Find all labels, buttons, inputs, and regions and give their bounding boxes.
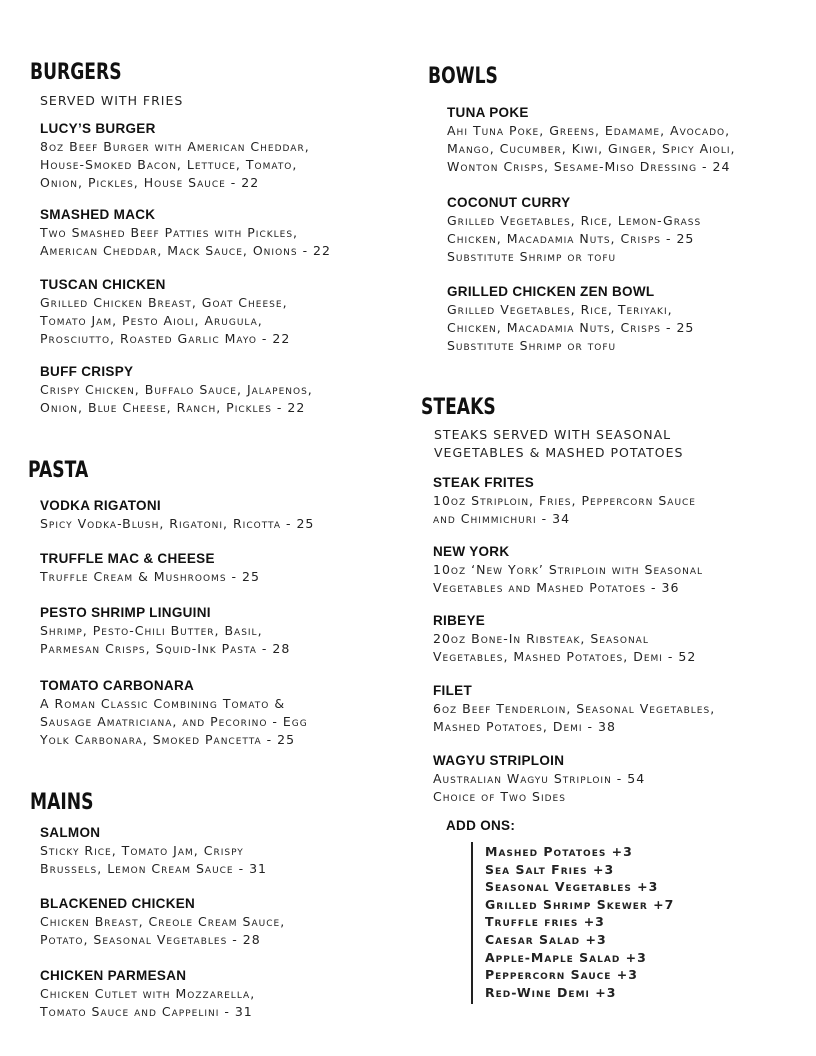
addon-item: Apple-Maple Salad +3 [485,949,647,965]
item-name: NEW YORK [433,544,510,559]
section-note-steaks: STEAKS SERVED WITH SEASONAL VEGETABLES & MASHED POTATOES [434,427,684,460]
addon-item: Mashed Potatoes +3 [485,844,633,859]
section-title-pasta: PASTA [28,458,89,483]
item-description: Grilled Vegetables, Rice, Teriyaki, Chicken, Macadamia Nuts, Crisps - 25 Substitute Shrimp or tofu [447,302,695,353]
item-description: 20oz Bone-In Ribsteak, Seasonal Vegetables, Mashed Potatoes, Demi - 52 [433,631,697,664]
menu-item-blackened-chicken [40,895,285,949]
item-name: PESTO SHRIMP LINGUINI [40,605,211,620]
menu-item-truffle-mac [40,550,260,586]
item-name: TRUFFLE MAC & CHEESE [40,551,215,566]
item-description: Ahi Tuna Poke, Greens, Edamame, Avocado, Mango, Cucumber, Kiwi, Ginger, Spicy Aioli, Wonton Crisps, Sesame-Miso Dressing - 24 [447,123,736,174]
menu-item-tuna-poke [447,104,736,176]
item-name: STEAK FRITES [433,475,535,490]
item-name: WAGYU STRIPLOIN [433,753,565,768]
item-name: BUFF CRISPY [40,364,134,379]
item-description: Spicy Vodka-Blush, Rigatoni, Ricotta - 25 [40,516,315,531]
item-name: BLACKENED CHICKEN [40,896,196,911]
menu-item-zen-bowl [447,283,694,355]
addon-item: Peppercorn Sauce +3 [485,967,638,983]
item-name: LUCY’S BURGER [40,121,156,136]
item-description: Crispy Chicken, Buffalo Sauce, Jalapenos, Onion, Blue Cheese, Ranch, Pickles - 22 [40,382,313,415]
addon-item: Caesar Salad +3 [485,931,607,947]
menu-item-coconut-curry [447,194,701,266]
section-title-bowls: BOWLS [428,64,498,89]
addon-item: Sea Salt Fries +3 [485,861,615,877]
addon-item: Truffle fries +3 [485,914,605,930]
menu-item-salmon [40,824,267,878]
item-description: 6oz Beef Tenderloin, Seasonal Vegetables, Mashed Potatoes, Demi - 38 [433,701,716,734]
addon-item: Seasonal Vegetables +3 [485,879,659,895]
menu-item-tuscan-chicken [40,276,290,348]
addons-divider [471,842,473,1004]
item-description: 10oz ‘New York’ Striploin with Seasonal Vegetables and Mashed Potatoes - 36 [433,562,704,595]
item-description: 8oz Beef Burger with American Cheddar, House-Smoked Bacon, Lettuce, Tomato, Onion, Pickles, House Sauce - 22 [40,139,310,190]
menu-item-buff-crispy [40,363,313,417]
menu-item-ribeye [433,612,696,666]
addons-title: ADD ONS: [446,818,516,833]
item-description: Grilled Vegetables, Rice, Lemon-Grass Chicken, Macadamia Nuts, Crisps - 25 Substitute Shrimp or tofu [447,213,702,264]
menu-item-steak-frites [433,474,696,528]
addon-item: Grilled Shrimp Skewer +7 [485,896,675,912]
item-description: Two Smashed Beef Patties with Pickles, American Cheddar, Mack Sauce, Onions - 22 [40,225,331,258]
item-description: Chicken Cutlet with Mozzarella, Tomato Sauce and Cappelini - 31 [40,986,256,1019]
menu-item-vodka-rigatoni [40,497,314,533]
item-name: GRILLED CHICKEN ZEN BOWL [447,284,655,299]
section-title-steaks: STEAKS [421,395,496,420]
menu-item-chicken-parmesan [40,967,255,1021]
menu-item-smashed-mack [40,206,331,260]
item-description: Shrimp, Pesto-Chili Butter, Basil, Parmesan Crisps, Squid-Ink Pasta - 28 [40,623,291,656]
item-name: TOMATO CARBONARA [40,678,195,693]
addon-item: Red-Wine Demi +3 [485,984,617,1000]
item-name: SALMON [40,825,101,840]
section-title-mains: MAINS [30,790,94,815]
menu-item-filet [433,682,715,736]
section-title-burgers: BURGERS [30,60,122,85]
item-name: FILET [433,683,472,698]
item-name: RIBEYE [433,613,486,628]
item-description: 10oz Striploin, Fries, Peppercorn Sauce and Chimmichuri - 34 [433,493,696,526]
menu-item-new-york [433,543,703,597]
item-name: COCONUT CURRY [447,195,571,210]
item-name: VODKA RIGATONI [40,498,161,513]
section-note-burgers: SERVED WITH FRIES [40,93,184,108]
item-description: Australian Wagyu Striploin - 54 Choice of Two Sides [433,771,646,804]
item-description: Grilled Chicken Breast, Goat Cheese, Tomato Jam, Pesto Aioli, Arugula, Prosciutto, Roasted Garlic Mayo - 22 [40,295,291,346]
menu-item-wagyu-striploin [433,752,645,806]
item-description: Truffle Cream & Mushrooms - 25 [40,569,260,584]
addons-list [485,843,674,1001]
menu-item-lucys-burger [40,120,310,192]
menu-item-tomato-carbonara [40,677,308,749]
item-name: TUNA POKE [447,105,529,120]
item-name: SMASHED MACK [40,207,156,222]
item-description: Chicken Breast, Creole Cream Sauce, Potato, Seasonal Vegetables - 28 [40,914,286,947]
menu-item-pesto-shrimp [40,604,290,658]
item-name: CHICKEN PARMESAN [40,968,187,983]
item-name: TUSCAN CHICKEN [40,277,166,292]
item-description: A Roman Classic Combining Tomato & Sausage Amatriciana, and Pecorino - Egg Yolk Carbonara, Smoked Pancetta - 25 [40,696,308,747]
item-description: Sticky Rice, Tomato Jam, Crispy Brussels, Lemon Cream Sauce - 31 [40,843,267,876]
